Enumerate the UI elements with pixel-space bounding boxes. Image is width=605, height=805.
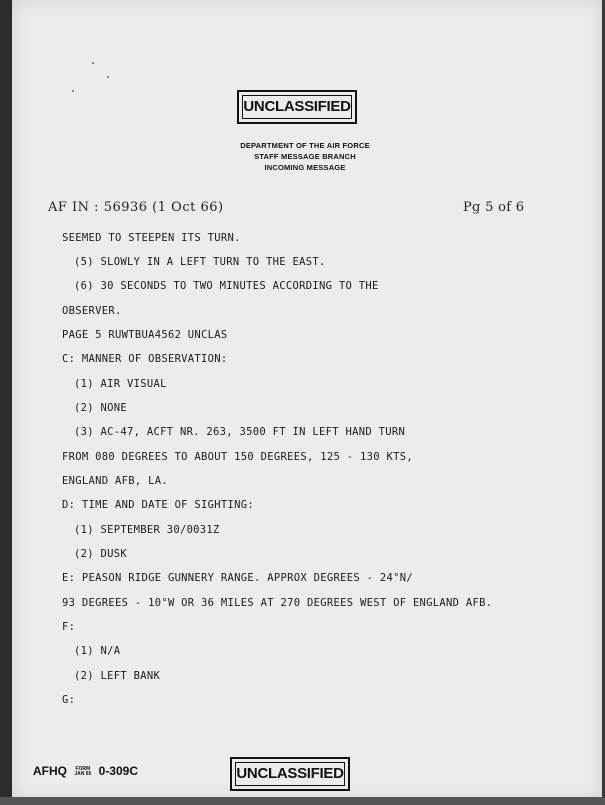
page-indicator: Pg 5 of 6 [463,200,525,215]
speck [92,62,94,64]
message-line: ENGLAND AFB, LA. [62,475,168,487]
classification-label: UNCLASSIFIED [236,765,344,782]
scan-left-edge [0,0,12,805]
scan-bottom-edge [0,797,605,805]
header-department: DEPARTMENT OF THE AIR FORCE [240,141,370,150]
message-line: (5) SLOWLY IN A LEFT TURN TO THE EAST. [74,256,326,268]
header-message-type: INCOMING MESSAGE [264,163,346,172]
message-line: FROM 080 DEGREES TO ABOUT 150 DEGREES, 125 - 130 KTS, [62,451,413,463]
form-date-stack [74,767,91,777]
form-small-date: JAN 65 [74,770,92,777]
form-prefix: AFHQ [33,764,67,778]
message-line: C: MANNER OF OBSERVATION: [62,353,228,365]
message-line: G: [62,694,76,706]
classification-stamp-bottom [230,757,350,791]
af-in-reference: AF IN : 56936 (1 Oct 66) [48,200,224,215]
message-line: SEEMED TO STEEPEN ITS TURN. [62,232,241,244]
header-branch: STAFF MESSAGE BRANCH [254,152,356,161]
message-line: (2) DUSK [74,548,127,560]
message-line: (1) AIR VISUAL [74,378,167,390]
message-line: (3) AC-47, ACFT NR. 263, 3500 FT IN LEFT HAND TURN [74,426,406,438]
stamp-inner-border [242,95,352,119]
form-code: 0-309C [98,764,138,778]
speck [107,76,109,78]
message-line: (1) SEPTEMBER 30/0031Z [74,524,220,536]
message-line: (6) 30 SECONDS TO TWO MINUTES ACCORDING TO THE [74,280,379,292]
message-line: (1) N/A [74,645,121,657]
classification-stamp-top [237,90,357,124]
message-line: D: TIME AND DATE OF SIGHTING: [62,499,255,511]
message-line: (2) LEFT BANK [74,670,161,682]
message-line: 93 DEGREES - 10°W OR 36 MILES AT 270 DEGREES WEST OF ENGLAND AFB. [62,597,493,609]
classification-label: UNCLASSIFIED [243,98,351,115]
stamp-inner-border [235,762,345,786]
speck [72,90,74,92]
form-number [33,764,138,778]
message-line: OBSERVER. [62,305,122,317]
message-line: (2) NONE [74,402,127,414]
message-line: E: PEASON RIDGE GUNNERY RANGE. APPROX DEGREES - 24°N/ [62,572,413,584]
message-line: PAGE 5 RUWTBUA4562 UNCLAS [62,329,228,341]
form-small-label: FORM [75,765,91,772]
message-line: F: [62,621,76,633]
